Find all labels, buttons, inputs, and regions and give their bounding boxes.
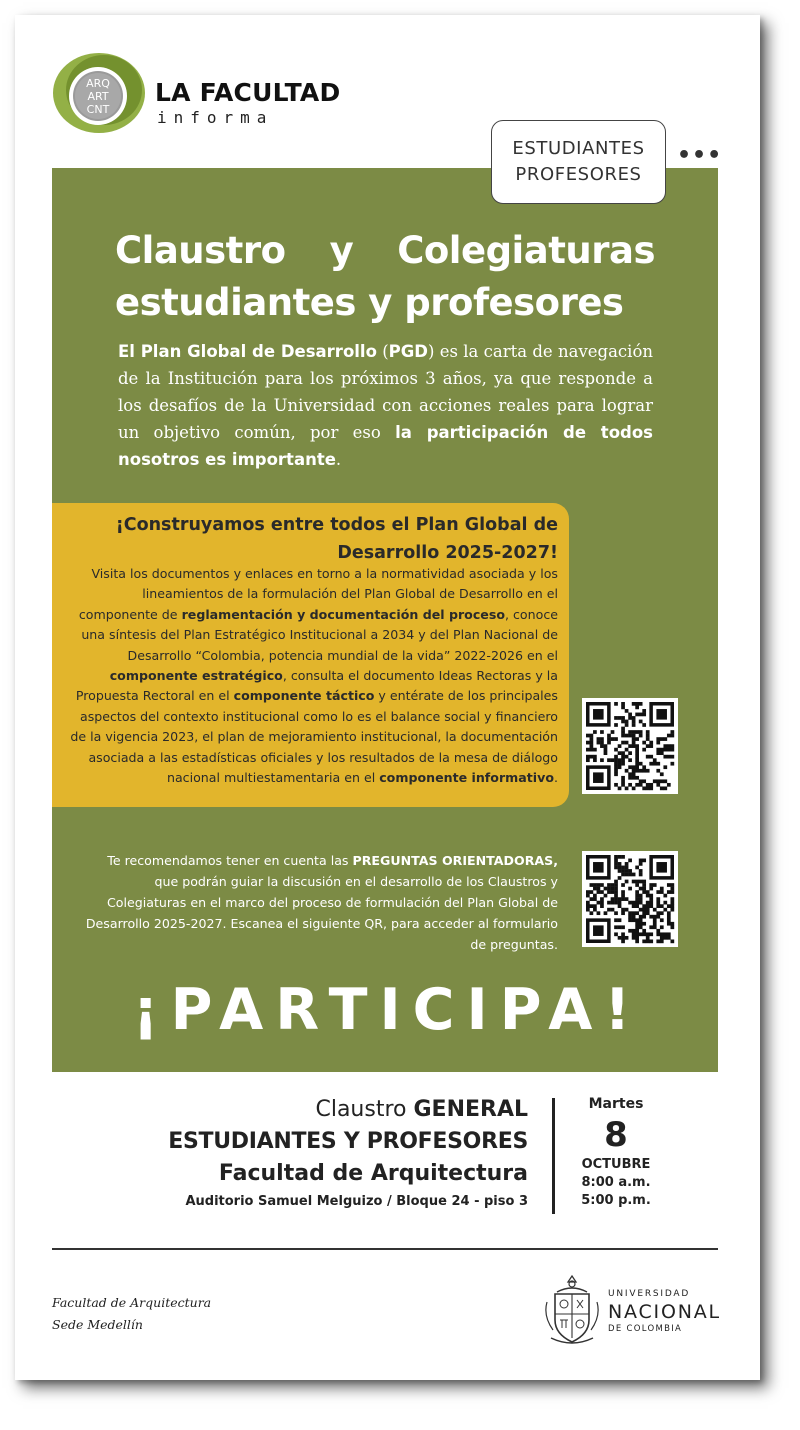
footer-faculty-name: Facultad de Arquitectura xyxy=(52,1295,212,1310)
intro-paragraph xyxy=(118,338,653,473)
headline xyxy=(115,225,655,329)
uni-line-3: DE COLOMBIA xyxy=(608,1324,683,1334)
logo-letters-2: ART xyxy=(87,90,109,103)
callout-bold-4: componente informativo xyxy=(379,770,554,786)
uni-line-1: UNIVERSIDAD xyxy=(608,1289,691,1299)
questions-text-2: que podrán guiar la discusión en el desarrollo de los Claustros y Colegiaturas en el marco del proceso de formulación del Plan Global de Desarrollo 2025-2027. Escanea el siguiente QR, para acceder al formulario de preguntas. xyxy=(85,874,558,952)
headline-line-2: estudiantes y profesores xyxy=(115,281,624,324)
callout-text-4: y entérate de los principales aspectos del contexto institucional como lo es el balance social y financiero de la vigencia 2023, el plan de mejoramiento institucional, la documentación asociada a las estadísticas oficiales y los resultados de la mesa de diálogo nacional multiestamentaria en el xyxy=(70,688,558,786)
event-faculty: Facultad de Arquitectura xyxy=(218,1161,528,1186)
callout-text-3: , consulta el documento Ideas Rectoras y la Propuesta Rectoral en el xyxy=(75,668,558,704)
university-wordmark xyxy=(608,1288,721,1335)
event-weekday: Martes xyxy=(588,1096,644,1112)
brand-title: LA FACULTAD xyxy=(155,78,341,107)
callout-bold-2: componente estratégico xyxy=(109,668,283,684)
brand-subtitle: informa xyxy=(157,108,274,127)
event-month: OCTUBRE xyxy=(581,1157,651,1172)
qr-code-questions-icon[interactable] xyxy=(582,851,678,947)
event-date xyxy=(568,1094,664,1210)
event-time-start: 8:00 a.m. xyxy=(581,1175,651,1190)
callout-text-2: , conoce una síntesis del Plan Estratégico Institucional a 2034 y del Plan Nacional de Desarrollo “Colombia, potencia mundial de la vida” 2022-2026 en el xyxy=(81,606,558,663)
callout-body xyxy=(66,564,558,788)
faculty-logo xyxy=(52,50,147,136)
event-line-1 xyxy=(100,1094,528,1126)
footer-campus: Sede Medellín xyxy=(52,1317,143,1332)
callout-bold-3: componente táctico xyxy=(233,688,375,704)
questions-bold-1: PREGUNTAS ORIENTADORAS, xyxy=(352,853,558,868)
university-crest-icon xyxy=(543,1272,601,1352)
headline-word-1: Claustro xyxy=(115,229,286,272)
audience-teachers: PROFESORES xyxy=(515,164,642,185)
callout-title: ¡Construyamos entre todos el Plan Global de Desarrollo 2025-2027! xyxy=(115,515,558,563)
intro-bold-2: PGD xyxy=(388,342,429,361)
callout-bold-1: reglamentación y documentación del proceso xyxy=(181,606,505,622)
headline-word-2: y xyxy=(329,229,354,272)
event-location: Auditorio Samuel Melguizo / Bloque 24 - piso 3 xyxy=(185,1194,528,1209)
event-info xyxy=(100,1094,528,1214)
logo-letters-1: ARQ xyxy=(86,77,110,90)
callout-text-1: Visita los documentos y enlaces en torno a la normatividad asociada y los lineamientos de la formulación del Plan Global de Desarrollo en el componente de xyxy=(78,566,558,622)
participa-banner: ¡PARTICIPA! xyxy=(132,977,643,1043)
event-time-end: 5:00 p.m. xyxy=(581,1193,651,1208)
intro-bold-3: la participación de todos nosotros es importante xyxy=(118,423,654,469)
intro-text-1: ( xyxy=(376,342,389,361)
intro-text-3: . xyxy=(335,450,342,469)
footer-faculty xyxy=(52,1292,211,1336)
logo-letters-3: CNT xyxy=(86,103,110,116)
more-dots-icon: ••• xyxy=(677,143,723,168)
questions-paragraph xyxy=(80,850,558,955)
qr-code-documents-icon[interactable] xyxy=(582,698,678,794)
event-divider xyxy=(552,1098,555,1214)
audience-students: ESTUDIANTES xyxy=(512,138,645,159)
event-audience: ESTUDIANTES Y PROFESORES xyxy=(168,1129,528,1154)
event-day-number: 8 xyxy=(604,1115,628,1155)
audience-tag xyxy=(491,120,666,204)
event-general: GENERAL xyxy=(413,1097,528,1122)
intro-bold-1: El Plan Global de Desarrollo xyxy=(118,342,377,361)
footer-divider xyxy=(52,1248,718,1250)
event-claustro: Claustro xyxy=(315,1097,414,1122)
headline-word-3: Colegiaturas xyxy=(397,229,655,272)
uni-line-2: NACIONAL xyxy=(608,1301,721,1323)
intro-text-2: ) es la carta de navegación de la Institución para los próximos 3 años, ya que responde a los desafíos de la Universidad con acciones reales para lograr un objetivo común, por eso xyxy=(118,342,654,442)
questions-text-1: Te recomendamos tener en cuenta las xyxy=(107,853,353,868)
callout-text-5: . xyxy=(553,770,558,786)
